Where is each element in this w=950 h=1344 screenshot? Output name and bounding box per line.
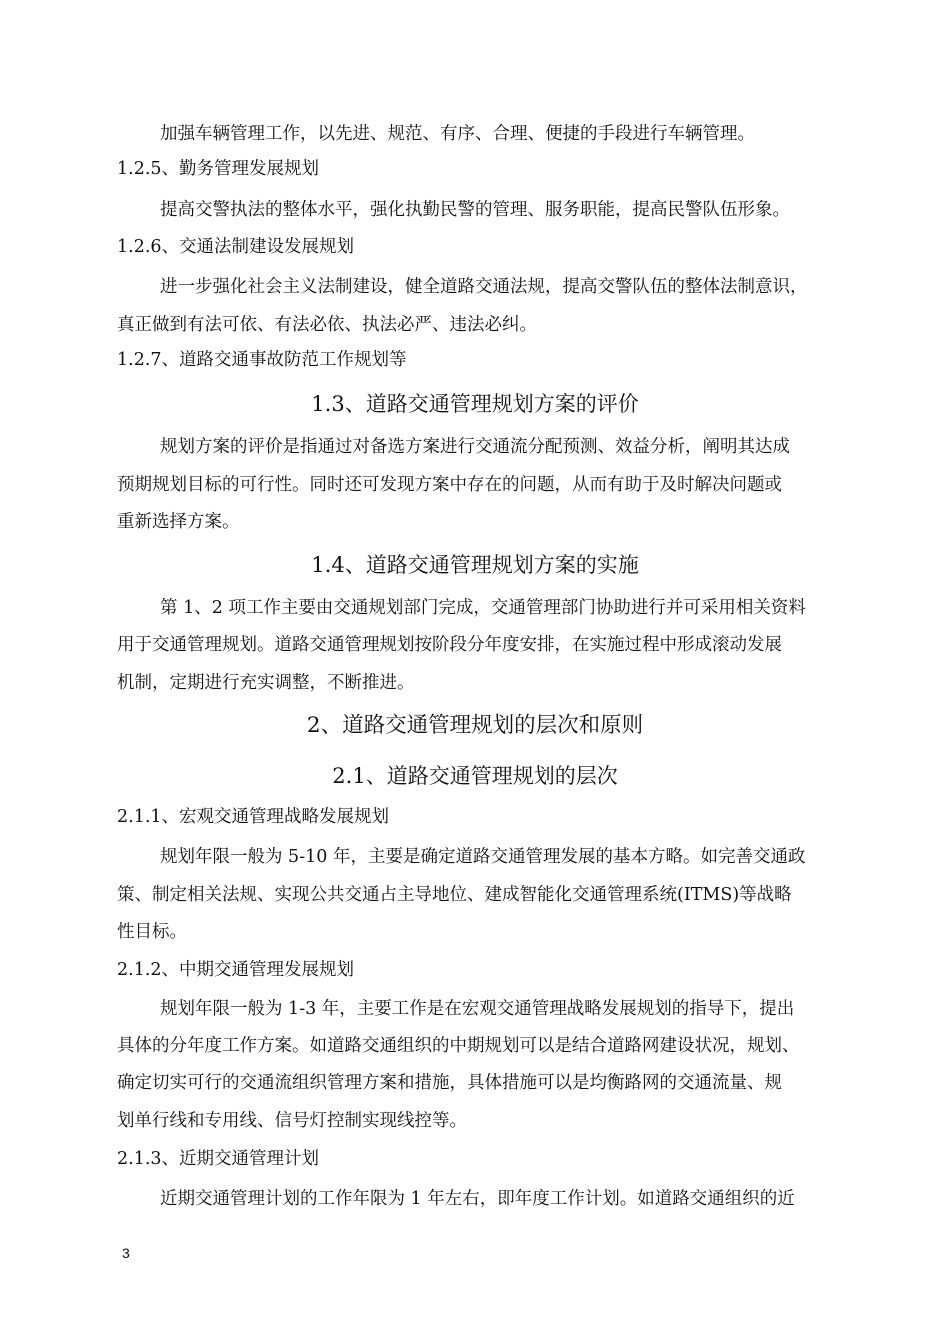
subsection-heading: 1.2.5、勤务管理发展规划 [117,159,320,179]
subsection-heading: 1.2.6、交通法制建设发展规划 [117,237,355,257]
body-text: 预期规划目标的可行性。同时还可发现方案中存在的问题，从而有助于及时解决问题或 [117,475,782,495]
section-heading: 1.4、道路交通管理规划方案的实施 [311,553,639,577]
chapter-heading: 2、道路交通管理规划的层次和原则 [306,713,644,738]
section-heading: 2.1、道路交通管理规划的层次 [332,764,618,788]
body-text: 近期交通管理计划的工作年限为 1 年左右，即年度工作计划。如道路交通组织的近 [160,1189,795,1209]
body-text: 规划年限一般为 1-3 年，主要工作是在宏观交通管理战略发展规划的指导下，提出 [160,999,795,1019]
body-text: 第 1、2 项工作主要由交通规划部门完成，交通管理部门协助进行并可采用相关资料 [160,598,806,618]
body-text: 确定切实可行的交通流组织管理方案和措施，具体措施可以是均衡路网的交通流量、规 [117,1073,782,1093]
subsection-heading: 1.2.7、道路交通事故防范工作规划等 [117,350,407,370]
section-heading: 1.3、道路交通管理规划方案的评价 [311,392,639,416]
body-text: 提高交警执法的整体水平，强化执勤民警的管理、服务职能，提高民警队伍形象。 [160,200,790,220]
subsection-heading: 2.1.1、宏观交通管理战略发展规划 [117,807,390,827]
body-text: 具体的分年度工作方案。如道路交通组织的中期规划可以是结合道路网建设状况，规划、 [117,1036,800,1056]
body-text: 加强车辆管理工作，以先进、规范、有序、合理、便捷的手段进行车辆管理。 [160,124,755,144]
body-text: 真正做到有法可依、有法必依、执法必严、违法必纠。 [117,315,537,335]
subsection-heading: 2.1.3、近期交通管理计划 [117,1149,320,1169]
body-text: 划单行线和专用线、信号灯控制实现线控等。 [117,1111,467,1131]
subsection-heading: 2.1.2、中期交通管理发展规划 [117,960,355,980]
body-text: 策、制定相关法规、实现公共交通占主导地位、建成智能化交通管理系统(ITMS)等战略 [117,885,792,905]
body-text: 机制，定期进行充实调整，不断推进。 [117,673,415,693]
page-number: 3 [122,1245,130,1261]
body-text: 性目标。 [117,922,187,942]
body-text: 用于交通管理规划。道路交通管理规划按阶段分年度安排，在实施过程中形成滚动发展 [117,635,782,655]
body-text: 重新选择方案。 [117,512,240,532]
body-text: 进一步强化社会主义法制建设，健全道路交通法规，提高交警队伍的整体法制意识， [160,277,808,297]
body-text: 规划年限一般为 5-10 年，主要是确定道路交通管理发展的基本方略。如完善交通政 [160,847,806,867]
body-text: 规划方案的评价是指通过对备选方案进行交通流分配预测、效益分析，阐明其达成 [160,437,790,457]
